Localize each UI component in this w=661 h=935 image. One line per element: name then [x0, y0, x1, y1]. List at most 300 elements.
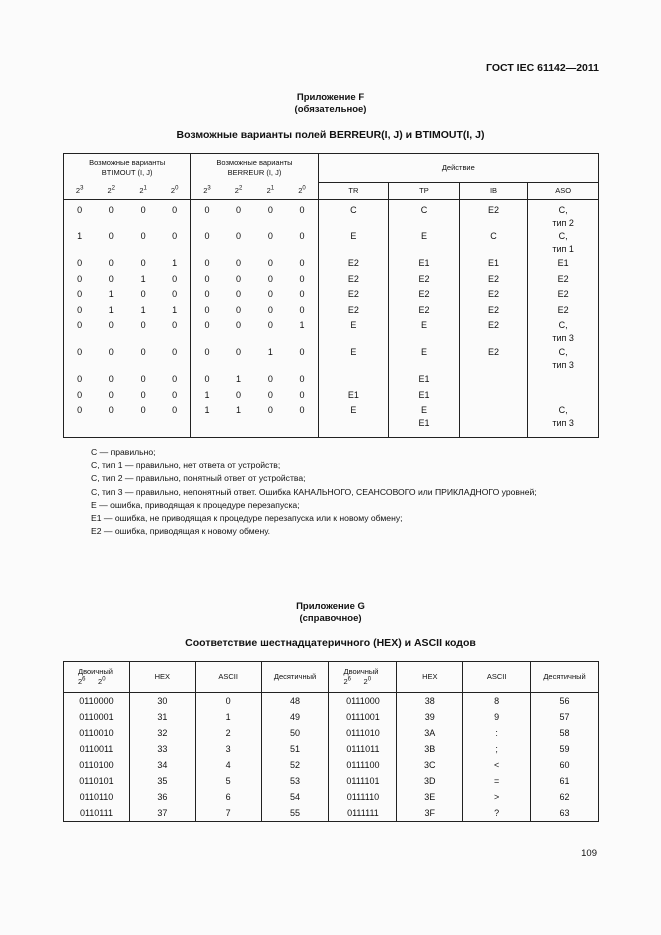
berreur-bit-cell: 0 [191, 319, 223, 346]
berreur-bit-cell: 0 [267, 389, 273, 400]
ascii-cell: < [463, 757, 531, 773]
decimal-cell: 50 [261, 725, 329, 741]
binary-cell: 0110110 [79, 792, 114, 802]
hex-cell: 3B [397, 741, 463, 757]
tr-cell-line: E [350, 347, 357, 357]
page-number: 109 [581, 848, 597, 859]
btimout-bit-cell: 0 [77, 389, 83, 400]
berreur-bit-cell: 0 [191, 257, 223, 273]
binary-cell: 0110000 [79, 696, 114, 706]
btimout-bit-cell: 0 [140, 320, 146, 330]
aso-cell [528, 304, 599, 320]
empty-cell [318, 431, 389, 437]
tp-cell [389, 389, 460, 405]
tr-cell [318, 389, 389, 405]
binary-cell: 0110111 [79, 808, 113, 818]
empty-cell [64, 431, 96, 437]
btimout-bit-cell: 0 [172, 289, 178, 299]
decimal-cell: 63 [531, 805, 599, 822]
tp-cell [389, 200, 460, 231]
tr-cell-line: C [350, 205, 357, 215]
empty-cell [459, 431, 528, 437]
berreur-bit-cell: 0 [267, 374, 273, 384]
empty-cell [95, 431, 127, 437]
binary-cell: 0111011 [329, 741, 397, 757]
legend-note: C, тип 1 — правильно, нет ответа от устройств; [91, 460, 281, 471]
tr-cell-line: E [350, 320, 357, 330]
table-row [64, 257, 599, 273]
table-row [64, 304, 599, 320]
berreur-bit-cell: 0 [267, 289, 273, 299]
aso-cell-line: C, [558, 347, 568, 357]
bit-header: $2^2$ [95, 183, 127, 200]
tp-cell [389, 404, 460, 431]
hex-cell: 31 [129, 709, 195, 725]
berreur-bit-cell: 0 [191, 200, 223, 231]
legend-note: C, тип 3 — правильно, непонятный ответ. Ошибка КАНАЛЬНОГО, СЕАНСОВОГО или ПРИКЛАДНОГО уровней; [91, 486, 537, 497]
tp-cell-line: E1 [418, 418, 430, 428]
annex-g-title: Приложение G [296, 601, 365, 612]
berreur-bit-cell: 1 [191, 389, 223, 405]
aso-cell-line: C, [558, 320, 568, 330]
tr-cell [318, 304, 389, 320]
aso-cell-line: C, [558, 231, 568, 241]
table-row [64, 725, 599, 741]
tr-cell [318, 257, 389, 273]
tp-cell [389, 373, 460, 389]
ib-cell-line: E2 [487, 205, 499, 215]
decimal-cell: 61 [531, 773, 599, 789]
tp-cell-line: E [420, 320, 427, 330]
berreur-bit-cell: 0 [299, 347, 305, 357]
ascii-cell: > [463, 789, 531, 805]
aso-cell-line: E2 [557, 273, 569, 284]
tr-cell-line: E2 [347, 258, 359, 268]
aso-cell-line: E1 [557, 258, 569, 268]
hex-cell: 38 [397, 693, 463, 710]
hex-cell: 33 [129, 741, 195, 757]
hex-cell: 3C [397, 757, 463, 773]
table-row [64, 431, 599, 437]
binary-cell: 0110100 [79, 760, 114, 770]
tr-cell [318, 288, 389, 304]
berreur-btimout-table [63, 153, 599, 438]
aso-cell-line: тип 3 [552, 360, 574, 370]
berreur-bit-cell: 1 [267, 347, 273, 357]
tp-cell [389, 319, 460, 346]
header-ascii: ASCII [463, 662, 531, 693]
header-ascii: ASCII [195, 662, 261, 693]
decimal-cell: 57 [531, 709, 599, 725]
btimout-bit-cell: 0 [77, 304, 83, 315]
tp-cell [389, 346, 460, 373]
tp-cell-line: E1 [418, 389, 430, 400]
hex-cell: 39 [397, 709, 463, 725]
tr-cell [318, 373, 389, 389]
hex-cell: 3E [397, 789, 463, 805]
document-id: ГОСТ IEC 61142—2011 [486, 62, 599, 74]
annex-g-table-title: Соответствие шестнадцатеричного (HEX) и ASCII кодов [185, 637, 476, 649]
btimout-bit-cell: 0 [172, 320, 178, 330]
decimal-cell: 56 [531, 693, 599, 710]
header-binary: Двоичный $2^6$ $2^0$ [64, 662, 130, 693]
btimout-bit-cell: 0 [108, 389, 114, 400]
btimout-bit-cell: 0 [77, 320, 83, 330]
table-row [64, 288, 599, 304]
tp-cell-line: E1 [418, 374, 430, 384]
tr-cell-line: E2 [347, 273, 359, 284]
btimout-bit-cell: 0 [172, 347, 178, 357]
bit-header: $2^2$ [223, 183, 255, 200]
ascii-cell: 6 [195, 789, 261, 805]
berreur-bit-cell: 0 [191, 230, 223, 257]
header-btimout: Возможные варианты BTIMOUT (I, J) [89, 158, 166, 178]
btimout-bit-cell: 0 [172, 273, 178, 284]
table-row [64, 389, 599, 405]
btimout-bit-cell: 0 [77, 405, 83, 415]
tr-cell-line: E2 [347, 304, 359, 315]
berreur-bit-cell: 1 [299, 320, 305, 330]
legend-note: E — ошибка, приводящая к процедуре перезапуска; [91, 499, 300, 510]
berreur-bit-cell: 0 [267, 258, 273, 268]
btimout-bit-cell: 0 [172, 374, 178, 384]
decimal-cell: 59 [531, 741, 599, 757]
binary-cell: 0111100 [329, 757, 397, 773]
aso-cell [528, 346, 599, 373]
ascii-cell: 1 [195, 709, 261, 725]
btimout-bit-cell: 0 [77, 258, 83, 268]
ib-cell [459, 373, 528, 389]
berreur-bit-cell: 0 [236, 273, 242, 284]
hex-cell: 34 [129, 757, 195, 773]
tp-cell [389, 273, 460, 289]
ascii-cell: 8 [463, 693, 531, 710]
ascii-cell: = [463, 773, 531, 789]
empty-cell [254, 431, 286, 437]
berreur-bit-cell: 0 [267, 205, 273, 215]
table-row [64, 346, 599, 373]
ib-cell-line: E1 [487, 258, 499, 268]
berreur-bit-cell: 0 [299, 389, 305, 400]
btimout-bit-cell: 0 [77, 374, 83, 384]
table-row [64, 200, 599, 231]
btimout-bit-cell: 0 [77, 289, 83, 299]
tr-cell [318, 404, 389, 431]
berreur-bit-cell: 0 [191, 373, 223, 389]
table-row [64, 805, 599, 822]
berreur-bit-cell: 0 [191, 304, 223, 320]
ib-cell [459, 257, 528, 273]
berreur-bit-cell: 0 [236, 389, 242, 400]
tp-cell-line: E2 [418, 304, 430, 315]
ascii-cell: 5 [195, 773, 261, 789]
btimout-bit-cell: 0 [108, 258, 114, 268]
aso-cell [528, 230, 599, 257]
berreur-bit-cell: 0 [299, 258, 305, 268]
table-row [64, 319, 599, 346]
hex-ascii-table [63, 661, 599, 822]
berreur-bit-cell: 0 [191, 346, 223, 373]
berreur-bit-cell: 1 [236, 374, 242, 384]
table-row [64, 789, 599, 805]
berreur-bit-cell: 0 [267, 405, 273, 415]
table-row [64, 709, 599, 725]
legend-note: E2 — ошибка, приводящая к новому обмену. [91, 526, 271, 537]
berreur-bit-cell: 0 [267, 320, 273, 330]
header-hex: HEX [397, 662, 463, 693]
btimout-bit-cell: 0 [172, 405, 178, 415]
header-hex: HEX [129, 662, 195, 693]
tr-cell-line: E [350, 405, 357, 415]
btimout-bit-cell: 0 [77, 205, 83, 215]
bit-header: $2^1$ [254, 183, 286, 200]
annex-f-table-title: Возможные варианты полей BERREUR(I, J) и BTIMOUT(I, J) [176, 129, 485, 141]
hex-cell: 36 [129, 789, 195, 805]
header-binary: Двоичный $2^6$ $2^0$ [329, 662, 397, 693]
tp-cell-line: E1 [418, 258, 430, 268]
binary-cell: 0111111 [329, 805, 397, 822]
ascii-cell: 3 [195, 741, 261, 757]
decimal-cell: 51 [261, 741, 329, 757]
btimout-bit-cell: 0 [140, 231, 146, 241]
aso-cell-line: тип 1 [552, 244, 574, 254]
header-decimal: Десятичный [261, 662, 329, 693]
table-row [64, 230, 599, 257]
aso-cell [528, 389, 599, 405]
btimout-bit-cell: 0 [140, 205, 146, 215]
tp-cell [389, 230, 460, 257]
ib-cell [459, 288, 528, 304]
berreur-bit-cell: 0 [299, 205, 305, 215]
ib-cell-line: C [490, 231, 497, 241]
aso-cell-line: тип 2 [552, 218, 574, 228]
ib-cell-line: E2 [487, 289, 499, 299]
berreur-bit-cell: 0 [299, 304, 305, 315]
berreur-bit-cell: 0 [236, 231, 242, 241]
decimal-cell: 49 [261, 709, 329, 725]
decimal-cell: 58 [531, 725, 599, 741]
tp-cell [389, 257, 460, 273]
btimout-bit-cell: 0 [140, 258, 146, 268]
btimout-bit-cell: 0 [108, 347, 114, 357]
binary-cell: 0111110 [329, 789, 397, 805]
btimout-bit-cell: 1 [108, 304, 114, 315]
ib-cell-line: E2 [487, 320, 499, 330]
legend-note: C, тип 2 — правильно, понятный ответ от устройства; [91, 473, 306, 484]
btimout-bit-cell: 0 [108, 273, 114, 284]
hex-cell: 3A [397, 725, 463, 741]
annex-f-title: Приложение F [296, 92, 365, 103]
col-header-tp: TP [389, 183, 460, 200]
aso-cell [528, 288, 599, 304]
header-action: Действие [318, 154, 598, 183]
ib-cell [459, 319, 528, 346]
table-row [64, 773, 599, 789]
berreur-bit-cell: 0 [236, 304, 242, 315]
legend-notes [91, 446, 537, 538]
btimout-bit-cell: 0 [140, 405, 146, 415]
ascii-cell: : [463, 725, 531, 741]
aso-cell-line: E2 [557, 304, 569, 315]
btimout-bit-cell: 0 [140, 374, 146, 384]
btimout-bit-cell: 0 [108, 374, 114, 384]
table-row [64, 373, 599, 389]
empty-cell [286, 431, 318, 437]
tr-cell-line: E [350, 231, 357, 241]
tp-cell [389, 304, 460, 320]
btimout-bit-cell: 0 [172, 231, 178, 241]
tr-cell [318, 319, 389, 346]
ib-cell [459, 273, 528, 289]
btimout-bit-cell: 1 [108, 289, 114, 299]
decimal-cell: 52 [261, 757, 329, 773]
tr-cell-line: E2 [347, 289, 359, 299]
berreur-bit-cell: 0 [236, 205, 242, 215]
binary-cell: 0110001 [79, 712, 114, 722]
berreur-bit-cell: 0 [299, 273, 305, 284]
bit-header: $2^3$ [64, 183, 96, 200]
tp-cell-line: E [420, 347, 427, 357]
tr-cell [318, 200, 389, 231]
ib-cell-line: E2 [487, 347, 499, 357]
bit-header: $2^0$ [286, 183, 318, 200]
table-row [64, 404, 599, 431]
hex-cell: 3F [397, 805, 463, 822]
berreur-bit-cell: 1 [191, 404, 223, 431]
berreur-bit-cell: 0 [191, 273, 223, 289]
ascii-cell: ; [463, 741, 531, 757]
annex-g-status: (справочное) [299, 613, 362, 624]
tr-cell [318, 273, 389, 289]
binary-cell: 0110010 [79, 728, 114, 738]
tp-cell-line: E [420, 405, 427, 415]
tr-cell [318, 346, 389, 373]
ascii-cell: 9 [463, 709, 531, 725]
btimout-bit-cell: 1 [77, 231, 83, 241]
ascii-cell: 7 [195, 805, 261, 822]
aso-cell-line: C, [558, 205, 568, 215]
decimal-cell: 53 [261, 773, 329, 789]
tr-cell [318, 230, 389, 257]
decimal-cell: 62 [531, 789, 599, 805]
berreur-bit-cell: 0 [236, 347, 242, 357]
tp-cell-line: C [420, 205, 428, 215]
decimal-cell: 55 [261, 805, 329, 822]
ascii-cell: 0 [195, 693, 261, 710]
aso-cell [528, 200, 599, 231]
table-row [64, 693, 599, 710]
header-decimal: Десятичный [531, 662, 599, 693]
empty-cell [127, 431, 159, 437]
btimout-bit-cell: 0 [172, 205, 178, 215]
ib-cell [459, 200, 528, 231]
table-row [64, 757, 599, 773]
ib-cell [459, 389, 528, 405]
btimout-bit-cell: 0 [140, 389, 146, 400]
berreur-bit-cell: 0 [299, 374, 305, 384]
btimout-bit-cell: 0 [108, 405, 114, 415]
aso-cell [528, 373, 599, 389]
berreur-bit-cell: 0 [191, 288, 223, 304]
berreur-bit-cell: 0 [236, 258, 242, 268]
berreur-bit-cell: 0 [267, 231, 273, 241]
ib-cell-line: E2 [487, 304, 499, 315]
col-header-tr: TR [318, 183, 389, 200]
empty-cell [389, 431, 460, 437]
col-header-aso: ASO [528, 183, 599, 200]
btimout-bit-cell: 1 [172, 258, 178, 268]
berreur-bit-cell: 0 [267, 304, 273, 315]
empty-cell [159, 431, 191, 437]
col-header-ib: IB [459, 183, 528, 200]
tp-cell-line: E2 [418, 273, 430, 284]
ib-cell [459, 304, 528, 320]
ib-cell [459, 230, 528, 257]
berreur-bit-cell: 0 [236, 320, 242, 330]
ib-cell [459, 346, 528, 373]
decimal-cell: 48 [261, 693, 329, 710]
empty-cell [223, 431, 255, 437]
btimout-bit-cell: 0 [140, 347, 146, 357]
ib-cell-line: E2 [487, 273, 499, 284]
legend-note: C — правильно; [91, 447, 156, 457]
bit-header: $2^0$ [159, 183, 191, 200]
berreur-bit-cell: 0 [299, 405, 305, 415]
binary-cell: 0111101 [329, 773, 397, 789]
binary-cell: 0110101 [79, 776, 114, 786]
hex-cell: 3D [397, 773, 463, 789]
decimal-cell: 60 [531, 757, 599, 773]
table-row [64, 273, 599, 289]
btimout-bit-cell: 0 [140, 289, 146, 299]
tp-cell [389, 288, 460, 304]
btimout-bit-cell: 0 [108, 231, 114, 241]
binary-cell: 0111001 [329, 709, 397, 725]
binary-cell: 0111000 [329, 693, 397, 710]
btimout-bit-cell: 0 [108, 205, 114, 215]
tr-cell-line: E1 [347, 389, 359, 400]
berreur-bit-cell: 0 [299, 289, 305, 299]
aso-cell-line: C, [558, 405, 568, 415]
tp-cell-line: E [420, 231, 427, 241]
berreur-bit-cell: 0 [267, 273, 273, 284]
btimout-bit-cell: 0 [77, 273, 83, 284]
berreur-bit-cell: 0 [299, 231, 305, 241]
berreur-bit-cell: 1 [236, 405, 242, 415]
table-row [64, 741, 599, 757]
header-berreur: Возможные варианты BERREUR (I, J) [191, 154, 318, 183]
hex-cell: 35 [129, 773, 195, 789]
binary-cell: 0111010 [329, 725, 397, 741]
btimout-bit-cell: 1 [140, 273, 146, 284]
tp-cell-line: E2 [418, 289, 430, 299]
decimal-cell: 54 [261, 789, 329, 805]
btimout-bit-cell: 0 [172, 389, 178, 400]
legend-note: E1 — ошибка, не приводящая к процедуре перезапуска или к новому обмену; [91, 513, 403, 524]
btimout-bit-cell: 0 [77, 347, 83, 357]
hex-cell: 32 [129, 725, 195, 741]
bit-header: $2^3$ [191, 183, 223, 200]
aso-cell-line: E2 [557, 289, 569, 299]
aso-cell-line: тип 3 [552, 418, 574, 428]
btimout-bit-cell: 0 [108, 320, 114, 330]
ascii-cell: 2 [195, 725, 261, 741]
hex-cell: 30 [129, 693, 195, 710]
hex-cell: 37 [129, 805, 195, 822]
aso-cell [528, 273, 599, 289]
empty-cell [528, 431, 599, 437]
binary-cell: 0110011 [79, 744, 114, 754]
